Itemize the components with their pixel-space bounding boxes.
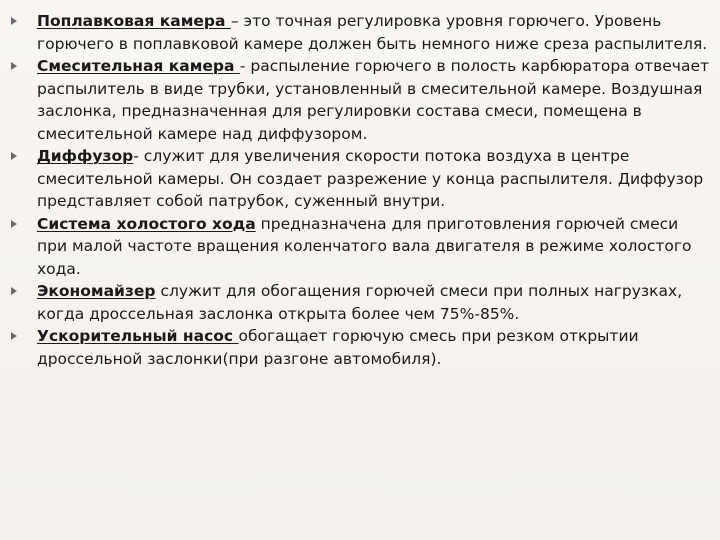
triangle-right-icon [11,220,17,228]
bullet-list [10,10,710,370]
description: предназначена для приготовления горючей смеси при малой частоте вращения коленчатого вала двигателя в режиме холостого хода. [37,214,692,278]
term: Смесительная камера [37,57,240,75]
triangle-right-icon [11,62,17,70]
list-item [10,10,710,55]
term: Экономайзер [37,282,156,300]
description: - служит для увеличения скорости потока воздуха в центре смесительной камеры. Он создает разрежение у конца распылителя. Диффузор представляет собой патрубок, суженный внутри. [37,147,704,210]
triangle-right-icon [11,287,17,295]
description: служит для обогащения горючей смеси при полных нагрузках, когда дроссельная заслонка открыта более чем 75%-85%. [37,282,683,323]
term: Диффузор [37,147,134,165]
term: Ускорительный насос [37,327,239,345]
triangle-right-icon [11,17,17,25]
list-item [10,55,710,145]
description: обогащает горючую смесь при резком открытии дроссельной заслонки(при разгоне автомобиля). [37,327,639,368]
term: Поплавковая камера [37,12,231,30]
description: – это точная регулировка уровня горючего. Уровень горючего в поплавковой камере должен быть немного ниже среза распылителя. [37,12,708,53]
term: Система холостого хода [37,214,256,233]
description: - распыление горючего в полость карбюратора отвечает распылитель в виде трубки, установленный в смесительной камере. Воздушная заслонка, предназначенная для регулировки состава смеси, помещена в смесительной камере над диффузором. [37,57,710,143]
list-item [10,213,710,281]
list-item [10,280,710,325]
triangle-right-icon [11,332,17,340]
list-item [10,325,710,370]
list-item [10,145,710,213]
triangle-right-icon [11,152,17,160]
